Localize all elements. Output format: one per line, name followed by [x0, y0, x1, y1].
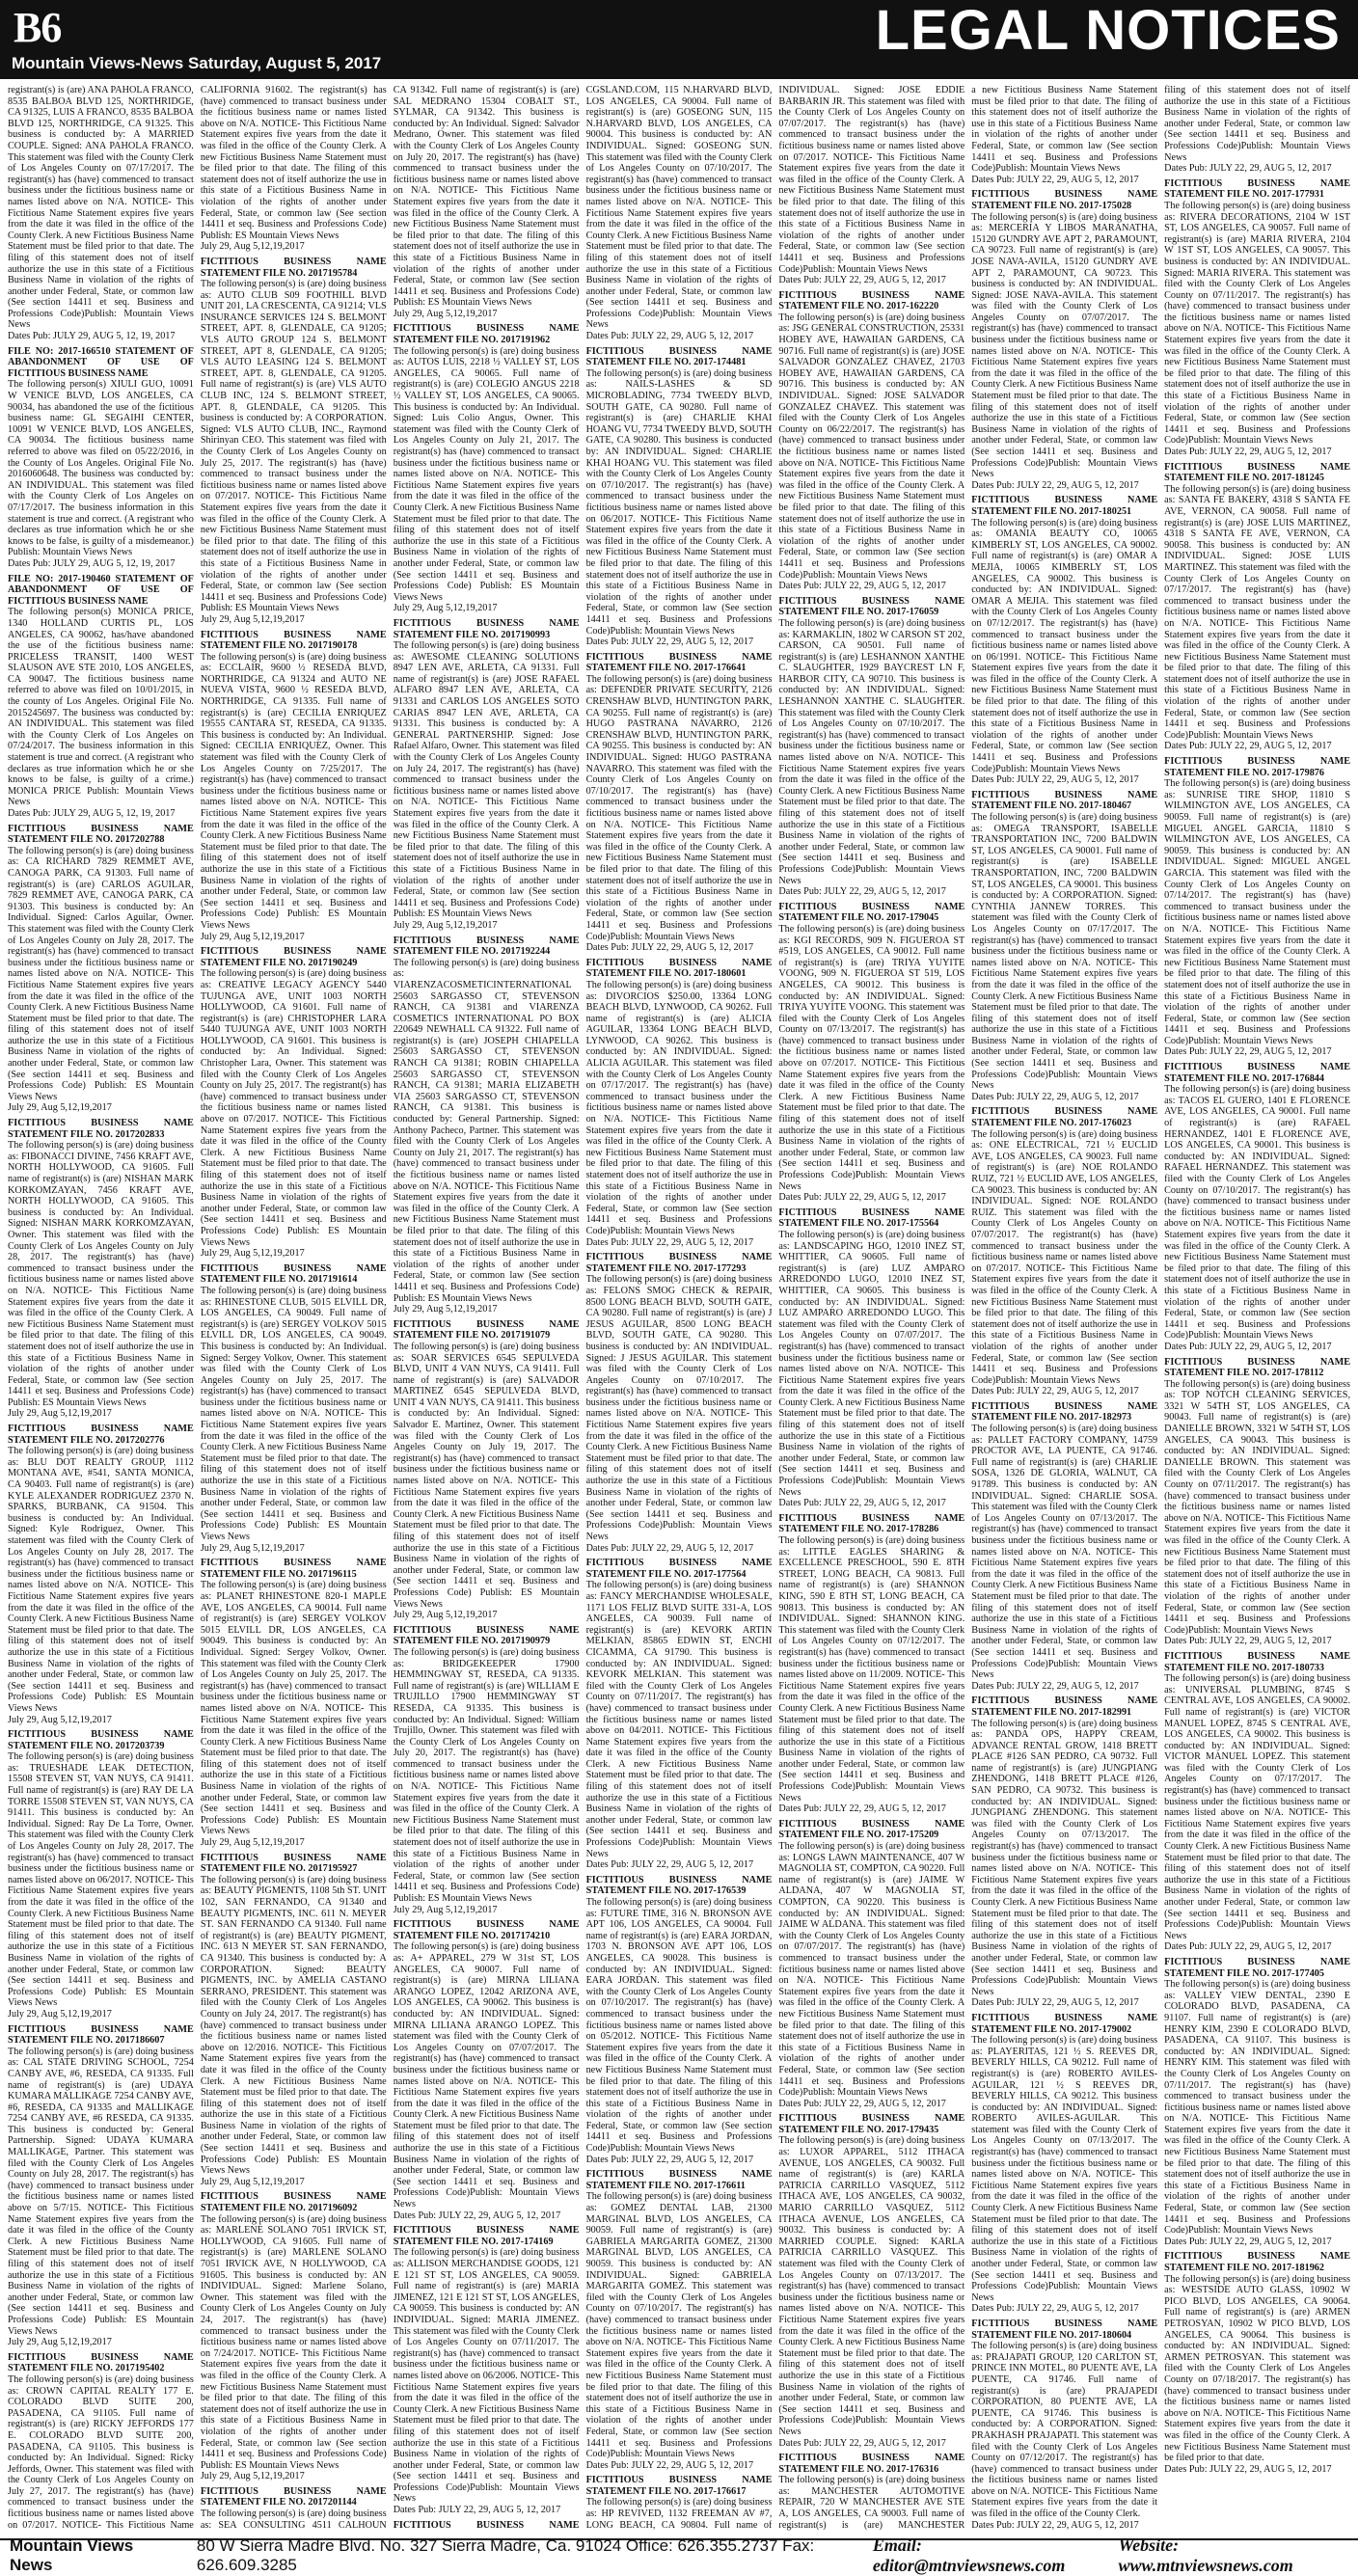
notice-publish-dates: July 29, Aug 5,12,19,2017	[8, 1408, 112, 1420]
notice-body: The following person(s) is (are) doing business as: OMANIA BEAUTY CO, 10065 KIMBERLY ST, LOS ANGELES, CA 90002. Full name of registrant(s) is (are) OMAR A MEJIA, 10065 KIMBERLY ST, LOS ANGELES, CA 90002. This business is conducted by: AN INDIVIDUAL. Signed: OMAR A MEJIA. This statement was filed with the County Clerk of Los Angeles County on 07/12/2017. The registrant(s) has (have) commenced to transact business under the fictitious business name or names listed above on 06/1991. NOTICE- This Fictitious Name Statement expires five years from the date it was filed in the office of the County Clerk. A new Fictitious Business Name Statement must be filed prior to that date. The filing of this statement does not of itself authorize the use in this state of a Fictitious Business Name in violation of the rights of another under Federal, State, or common law (See section 14411 et seq. Business and Professions Code)Publish: Mountain Views News	[971, 517, 1158, 774]
notice-body: The following person(s) is (are) doing business as: LANDSCAPING HGO, 12010 INEZ ST, WHITTIER, CA 90605. Full name of registrant(s) is (are) LUZ AMPARO ARREDONDO LUGO, 12010 INEZ ST, WHITTIER, CA 90605. This business is conducted by: AN INDIVIDUAL. Signed: LUZ AMPARO ARREDONDO LUGO. This statement was filed with the County Clerk of Los Angeles County on 07/07/2017. The registrant(s) has (have) commenced to transact business under the fictitious business name or names listed above on N/A. NOTICE- This Fictitious Name Statement expires five years from the date it was filed in the office of the County Clerk. A new Fictitious Business Name Statement must be filed prior to that date. The filing of this statement does not of itself authorize the use in this state of a Fictitious Business Name in violation of the rights of another under Federal, State, or common law (See section 14411 et seq. Business and Professions Code)Publish: Mountain Views News	[778, 1229, 965, 1498]
notice-body: The following person(s) is (are) doing business as: WESTSIDE AUTO GLASS, 10902 W PICO BLVD, LOS ANGELES, CA 90064. Full name of registrant(s) is (are) ARMEN PETROSYAN, 10902 W PICO BLVD, LOS ANGELES, CA 90064. This business is conducted by: AN INDIVIDUAL. Signed: ARMEN PETROSYAN. This statement was filed with the County Clerk of Los Angeles County on 07/18/2017. The registrant(s) has (have) commenced to transact business under the fictitious business name or names listed above on N/A. NOTICE- This Fictitious Name Statement expires five years from the date it was filed in the office of the County Clerk. A new Fictitious Business Name Statement must be filed prior to that date.	[1164, 2273, 1350, 2464]
legal-notice	[394, 2520, 580, 2531]
notice-body: The following person(s) is (are) doing business as: PRAJAPATI GROUP, 120 CARLTON ST, PRINCE INN MOTEL, 80 PUENTE AVE, LA PUENTE, CA 91746. Full name of registrant(s) is (are) PRAJAPEDI CORPORATION, 80 PUENTE AVE, LA PUENTE, CA 91746. This business is conducted by: A CORPORATION. Signed: PRAKHASH PRAJAPATI. This statement was filed with the County Clerk of Los Angeles County on 07/12/2017. The registrant(s) has (have) commenced to transact business under the fictitious business name or names listed above on N/A. NOTICE- This Fictitious Name Statement expires five years from the date it was filed in the office of the County Clerk.	[971, 2341, 1158, 2520]
legal-notice	[971, 2013, 1157, 2315]
legal-notice	[8, 1729, 194, 2020]
notice-body: The following person(s) is (are) doing business as: PLAYERITAS, 121 ½ S. REEVES DR, BEVERLY HILLS, CA 90212. Full name of registrant(s) is (are) ROBERTO AVILES-AGUILAR, 121 ½ S REEVES DR, BEVERLY HILLS, CA 90212. This business is conducted by: AN INDIVIDUAL. Signed: ROBERTO AVILES-AGUILAR. This statement was filed with the County Clerk of Los Angeles County on 07/13/2017. The registrant(s) has (have) commenced to transact business under the fictitious business name or names listed above on N/A. NOTICE- This Fictitious Name Statement expires five years from the date it was filed in the office of the County Clerk. A new Fictitious Business Name Statement must be filed prior to that date. The filing of this statement does not of itself authorize the use in this state of a Fictitious Business Name in violation of the rights of another under Federal, State, or common law (See section 14411 et seq. Business and Professions Code)Publish: Mountain Views News	[971, 2035, 1158, 2303]
legal-notice	[1164, 1062, 1350, 1352]
legal-notice	[1164, 85, 1350, 175]
notice-column	[1164, 85, 1350, 2531]
notice-body: The following person(s) MONICA PRICE, 1340 HOLLAND CURTIS PL, LOS ANGELES, CA 90062, has/have abandoned the use of the fictitious business name: PRICELESS TRANSIT, 1400 WEST SLAUSON AVE STE 2010, LOS ANGELES, CA 90047. The fictitious business name referred to above was filed on 10/01/2015, in the county of Los Angeles. Original File No. 2015245697. The business was conducted by: AN INDIVIDUAL. This statement was filed with the County Clerk of Los Angeles on 07/24/2017. The business information in this statement is true and correct. (A registrant who declares as true information which he or she knows to be false, is guilty of a crime.) MONICA PRICE Publish: Mountain Views News	[8, 607, 194, 808]
legal-notice	[394, 618, 580, 932]
notice-body: The following person(s) is (are) doing business as: MERCERIA Y LIBOS MARANATHA, 15120 GUNDRY AVE APT 2, PARAMOUNT, CA 90723. Full name of registrant(s) is (are) JOSE NAVA-AVILA, 15120 GUNDRY AVE APT 2, PARAMOUNT, CA 90723. This business is conducted by: AN INDIVIDUAL. Signed: JOSE NAVA-AVILA. This statement was filed with the County Clerk of Los Angeles County on 07/07/2017. The registrant(s) has (have) commenced to transact business under the fictitious business name or names listed above on N/A. NOTICE- This Fictitious Name Statement expires five years from the date it was filed in the office of the County Clerk. A new Fictitious Business Name Statement must be filed prior to that date. The filing of this statement does not of itself authorize the use in this state of a Fictitious Business Name in violation of the rights of another under Federal, State, or common law (See section 14411 et seq. Business and Professions Code)Publish: Mountain Views News	[971, 211, 1158, 480]
notice-body: The following person(s) is (are) doing business as: RIVERA DECORATIONS, 2104 W 1ST ST, LOS ANGELES, CA 90057. Full name of registrant(s) is (are) MARIA RIVERA, 2104 W 1ST ST, LOS ANGELES, CA 90057. This business is conducted by: AN INDIVIDUAL. Signed: MARIA RIVERA. This statement was filed with the County Clerk of Los Angeles County on 07/11/2017. The registrant(s) has (have) commenced to transact business under the fictitious business name or names listed above on N/A. NOTICE- This Fictitious Name Statement expires five years from the date it was filed in the office of the County Clerk. A new Fictitious Business Name Statement must be filed prior to that date. The filing of this statement does not of itself authorize the use in this state of a Fictitious Business Name in violation of the rights of another under Federal, State, or common law (See section 14411 et seq. Business and Professions Code)Publish: Mountain Views News	[1164, 200, 1350, 447]
notice-heading: FICTITIOUS BUSINESS NAME STATEMENT FILE NO. 2017-175564	[778, 1207, 965, 1230]
footer-email: Email: editor@mtnviewsnews.com	[872, 2535, 1066, 2575]
notice-publish-dates: July 29, Aug 5,12,19,2017	[393, 1610, 498, 1621]
notice-body: filing of this statement does not of itself authorize the use in this state of a Fictitious Business Name in violation of the rights of another under Federal, State, or common law (See section 14411 et seq. Business and Professions Code)Publish: Mountain Views News	[1164, 85, 1350, 163]
notice-publish-dates: Dates Pub: JULY 22, 29, AUG 5, 12, 2017	[971, 1091, 1139, 1102]
legal-notice	[586, 1558, 773, 1871]
notice-body: The following person(s) is (are) doing business as: FANCY MERCHANDISE WHOLESALE, 1171 LOS FELIZ BLVD SUITE 331-A, LOS ANGELES, CA 90039. Full name of registrant(s) is (are) KEVORK ARTIN MELKIAN, 85865 EDWIN ST, ENCHI CICAMMA, CA 91790. This business is conducted by: AN INDIVIDUAL. Signed: KEVORK MELKIAN. This statement was filed with the County Clerk of Los Angeles County on 07/11/2017. The registrant(s) has (have) commenced to transact business under the fictitious business name or names listed above on 04/2011. NOTICE- This Fictitious Name Statement expires five years from the date it was filed in the office of the County Clerk. A new Fictitious Business Name Statement must be filed prior to that date. The filing of this statement does not of itself authorize the use in this state of a Fictitious Business Name in violation of the rights of another under Federal, State, or common law (See section 14411 et seq. Business and Professions Code)Publish: Mountain Views News	[585, 1580, 773, 1859]
notice-publish-dates: July 29, Aug 5,12,19,2017	[200, 1542, 305, 1554]
notice-publish-dates: Dates Pub: JULY 22, 29, AUG 5, 12, 2017	[971, 174, 1139, 185]
notice-body: The following person(s) is (are) doing business as: LONGS LAWN MAINTENANCE, 407 W MAGNOLIA ST, COMPTON, CA 90220. Full name of registrant(s) is (are) JAIME W ALDANA, 407 W MAGNOLIA ST, COMPTON, CA 90220. This business is conducted by: AN INDIVIDUAL. Signed: JAIME W ALDANA. This statement was filed with the County Clerk of Los Angeles County on 07/07/2017. The registrant(s) has (have) commenced to transact business under the fictitious business name or names listed above on N/A. NOTICE- This Fictitious Name Statement expires five years from the date it was filed in the office of the County Clerk. A new Fictitious Business Name Statement must be filed prior to that date. The filing of this statement does not of itself authorize the use in this state of a Fictitious Business Name in violation of the rights of another under Federal, State, or common law (See section 14411 et seq. Business and Professions Code)Publish: Mountain Views News	[778, 1841, 965, 2099]
notice-publish-dates: July 29, Aug 5,12,19,2017	[8, 1714, 112, 1725]
notice-heading: FICTITIOUS BUSINESS NAME STATEMENT FILE NO. 2017-179045	[778, 901, 965, 924]
notice-body: The following person(s) is (are) doing business as: UNIVERSAL PLUMBING, 8745 S CENTRAL AVE, LOS ANGELES, CA 90002. Full name of registrant(s) is (are) VICTOR MANUEL LOPEZ, 8745 S CENTRAL AVE, LOS ANGELES, CA 90002. This business is conducted by: AN INDIVIDUAL. Signed: VICTOR MANUEL LOPEZ. This statement was filed with the County Clerk of Los Angeles County on 07/17/2017. The registrant(s) has (have) commenced to transact business under the fictitious business name or names listed above on N/A. NOTICE- This Fictitious Name Statement expires five years from the date it was filed in the office of the County Clerk. A new Fictitious Business Name Statement must be filed prior to that date. The filing of this statement does not of itself authorize the use in this state of a Fictitious Business Name in violation of the rights of another under Federal, State, or common law (See section 14411 et seq. Business and Professions Code)Publish: Mountain Views News	[1164, 1673, 1350, 1941]
notice-heading: FICTITIOUS BUSINESS NAME STATEMENT FILE NO. 2017195784	[200, 256, 387, 279]
notice-heading: FICTITIOUS BUSINESS NAME STATEMENT FILE NO. 2017-179002	[971, 2012, 1158, 2035]
legal-notice	[201, 1263, 387, 1554]
legal-notice	[394, 935, 580, 1315]
legal-notice	[1164, 1357, 1350, 1647]
notice-columns	[8, 85, 1350, 2531]
notice-publish-dates: Dates Pub: JULY 22, 29, AUG 5, 12, 2017	[778, 581, 946, 592]
notice-publish-dates: Dates Pub: JULY 29, AUG 5, 12, 19, 2017	[8, 808, 176, 819]
footer-website: Website: www.mtnviewsnews.com	[1118, 2535, 1293, 2575]
legal-notice	[1164, 178, 1350, 458]
notice-column	[201, 85, 387, 2531]
page-number: B6	[14, 4, 62, 51]
notice-publish-dates: July 29, Aug 5,12,19,2017	[393, 308, 498, 319]
notice-body: The following person(s) is (are) doing business as: AWESOME CLEANING SOLUTIONS 8947 LEN AVE, ARLETA, CA 91331. Full name of registrant(s) is (are) JOSE RAFAEL ALFARO 8947 LEN AVE, ARLETA, CA 91331 and CARLOS LOS ANGELES SOTO CARIAS 8947 LEN AVE, ARLETA, CA 91331. This business is conducted by: A GENERAL PARTNERSHIP. Signed: Jose Rafael Alfaro, Owner. This statement was filed with the County Clerk of Los Angeles County on July 24, 2017. The registrant(s) has (have) commenced to transact business under the fictitious business name or names listed above on N/A. NOTICE- This Fictitious Name Statement expires five years from the date it was filed in the office of the County Clerk. A new Fictitious Business Name Statement must be filed prior to that date. The filing of this statement does not of itself authorize the use in this state of a Fictitious Business Name in violation of the rights of another under Federal, State, or common law (See section 14411 et seq. Business and Professions Code) Publish: ES Mountain Views News	[393, 640, 580, 920]
legal-notice	[778, 1819, 964, 2109]
notice-heading: FICTITIOUS BUSINESS NAME STATEMENT FILE NO. 2017-180733	[1164, 1650, 1350, 1673]
legal-notice	[8, 346, 194, 570]
notice-publish-dates: Dates Pub: JULY 22, 29, AUG 5, 12, 2017	[778, 1498, 946, 1509]
notice-heading: FICTITIOUS BUSINESS NAME STATEMENT FILE NO. 2017-176617	[585, 2475, 773, 2497]
legal-notice	[201, 1853, 387, 2188]
notice-column	[8, 85, 194, 2531]
notice-body: The following person(s) is (are) doing business as: VALLEY VIEW DENTAL, 2390 E COLORADO BLVD, PASADENA, CA 91107. Full name of registrant(s) is (are) HENRY KIM, 2390 E COLORADO BLVD, PASADENA, CA 91107. This business is conducted by: AN INDIVIDUAL. Signed: HENRY KIM. This statement was filed with the County Clerk of Los Angeles County on 07/11/2017. The registrant(s) has (have) commenced to transact business under the fictitious business name or names listed above on N/A. NOTICE- This Fictitious Name Statement expires five years from the date it was filed in the office of the County Clerk. A new Fictitious Business Name Statement must be filed prior to that date. The filing of this statement does not of itself authorize the use in this state of a Fictitious Business Name in violation of the rights of another under Federal, State, or common law (See section 14411 et seq. Business and Professions Code)Publish: Mountain Views News	[1164, 1979, 1350, 2237]
legal-notice	[8, 2352, 194, 2531]
notice-heading: FICTITIOUS BUSINESS NAME STATEMENT FILE NO. 2017190993	[393, 617, 580, 640]
notice-body: The following person(s) is (are) doing business as: BRIDGEKEEPER 17900 HEMMINGWAY ST, RESEDA, CA 91335. Full name of registrant(s) is (are) WILLIAM E TRUJILLO 17900 HEMMINGWAY ST RESEDA, CA 91335. This business is conducted by: An Individual. Signed: William Trujillo, Owner. This statement was filed with the County Clerk of Los Angeles County on July 20, 2017. The registrant(s) has (have) commenced to transact business under the fictitious business name or names listed above on N/A. NOTICE- This Fictitious Name Statement expires five years from the date it was filed in the office of the County Clerk. A new Fictitious Business Name Statement must be filed prior to that date. The filing of this statement does not of itself authorize the use in this state of a Fictitious Business Name in violation of the rights of another under Federal, State, or common law (See section 14411 et seq. Business and Professions Code) Publish: ES Mountain Views News	[393, 1646, 580, 1904]
notice-publish-dates: Dates Pub: JULY 22, 29, AUG 5, 12, 2017	[778, 2437, 946, 2449]
notice-heading: FICTITIOUS BUSINESS NAME STATEMENT FILE NO. 2017190178	[200, 629, 387, 652]
legal-notice	[394, 1625, 580, 1915]
legal-notice	[201, 946, 387, 1260]
notice-publish-dates: July 29, Aug 5,12,19,2017	[8, 1102, 112, 1114]
legal-notice	[586, 2475, 773, 2531]
notice-publish-dates: July 29, Aug 5,12,19,2017	[200, 2471, 305, 2482]
notice-body: The following person(s) is (are) doing business as: CREATIVE LEGACY AGENCY 5440 TUJUNGA AVE, UNIT 1003 NORTH HOLLYWOOD, CA 91601. Full name of registrant(s) is (are) CHRISTOPHER LARA 5440 TUJUNGA AVE, UNIT 1003 NORTH HOLLYWOOD, CA 91601. This business is conducted by: An Individual. Signed: Christopher Lara, Owner. This statement was filed with the County Clerk of Los Angeles County on July 25, 2017. The registrant(s) has (have) commenced to transact business under the fictitious business name or names listed above on 07/2017. NOTICE- This Fictitious Name Statement expires five years from the date it was filed in the office of the County Clerk. A new Fictitious Business Name Statement must be filed prior to that date. The filing of this statement does not of itself authorize the use in this state of a Fictitious Business Name in violation of the rights of another under Federal, State, or common law (See section 14411 et seq. Business and Professions Code) Publish: ES Mountain Views News	[200, 968, 387, 1248]
notice-heading: FICTITIOUS BUSINESS NAME STATEMENT FILE NO. 2017196115	[200, 1558, 387, 1580]
legal-notice	[201, 85, 387, 253]
notice-publish-dates: Dates Pub: JULY 22, 29, AUG 5, 12, 2017	[778, 1803, 946, 1815]
legal-notice	[778, 596, 964, 898]
notice-heading: FICTITIOUS BUSINESS NAME STATEMENT FILE NO. 2017-176844	[1164, 1062, 1350, 1084]
notice-body: The following person(s) is (are) doing business as: PLANET RHINESTONE 820-1 MAPLE AVE, LOS ANGELES, CA 90014. Full name of registrant(s) is (are) SERGEY VOLKOV 5015 ELVILL DR, LOS ANGELES, CA 90049. This business is conducted by: An Individual. Signed: Sergey Volkov, Owner. This statement was filed with the County Clerk of Los Angeles County on July 25, 2017. The registrant(s) has (have) commenced to transact business under the fictitious business name or names listed above on N/A. NOTICE- This Fictitious Name Statement expires five years from the date it was filed in the office of the County Clerk. A new Fictitious Business Name Statement must be filed prior to that date. The filing of this statement does not of itself authorize the use in this state of a Fictitious Business Name in violation of the rights of another under Federal, State, or common law (See section 14411 et seq. Business and Professions Code) Publish: ES Mountain Views News	[200, 1580, 387, 1837]
notice-publish-dates: Dates Pub: JULY 22, 29, AUG 5, 12, 2017	[1164, 1941, 1332, 1953]
legal-notice	[971, 1695, 1157, 2009]
notice-heading: FICTITIOUS BUSINESS NAME STATEMENT FILE NO. 2017-179876	[1164, 756, 1350, 778]
section-title: LEGAL NOTICES	[875, 0, 1341, 62]
notice-heading: FICTITIOUS BUSINESS NAME STATEMENT FILE NO. 2017-174169	[393, 2225, 580, 2247]
notice-body: The following person(s) XIULI GUO, 10091 W VENICE BLVD, LOS ANGELES, CA 90034, has abandoned the use of the fictitious business name: GL SEGAIHI CENTER, 10091 W VENICE BLVD, LOS ANGELES, CA 90034. The fictitious business name referred to above was filed on 05/22/2016, in the County of Los Angeles. Original File No. 2016060648. The business was conducted by: AN INDIVIDUAL. This statement was filed with the County Clerk of Los Angeles on 07/17/2017. The business information in this statement is true and correct. (A registrant who declares as true information which he or she knows to be false, is guilty of a misdemeanor.) Publish: Mountain Views News	[8, 379, 194, 558]
legal-notice	[201, 2486, 387, 2531]
notice-heading: FICTITIOUS BUSINESS NAME STATEMENT FILE NO. 2017-175028	[971, 189, 1158, 211]
notice-publish-dates: Dates Pub: JULY 22, 29, AUG 5, 12, 2017	[585, 2459, 754, 2471]
notice-body: The following person(s) is (are) doing business as: SUNRISE TIRE SHOP, 11810 S WILMINGTON AVE, LOS ANGELES, CA 90059. Full name of registrant(s) is (are) MIGUEL ANGEL GARCIA, 11810 S WILMINGTON AVE, LOS ANGELES, CA 90059. This business is conducted by: AN INDIVIDUAL. Signed: MIGUEL ANGEL GARCIA. This statement was filed with the County Clerk of Los Angeles County on 07/14/2017. The registrant(s) has (have) commenced to transact business under the fictitious business name or names listed above on N/A. NOTICE- This Fictitious Name Statement expires five years from the date it was filed in the office of the County Clerk. A new Fictitious Business Name Statement must be filed prior to that date. The filing of this statement does not of itself authorize the use in this state of a Fictitious Business Name in violation of the rights of another under Federal, State, or common law (See section 14411 et seq. Business and Professions Code)Publish: Mountain Views News	[1164, 778, 1350, 1046]
notice-body: The following person(s) is (are) doing business as: ALLISON MERCHANDISE GOODS, 121 E 121 ST ST, LOS ANGELES, CA 90059. Full name of registrant(s) is (are) MARIA JIMENEZ, 121 E 121 ST ST, LOS ANGELES, CA 90059. This business is conducted by: AN INDIVIDUAL. Signed: MARIA JIMENEZ. This statement was filed with the County Clerk of Los Angeles County on 07/11/2017. The registrant(s) has (have) commenced to transact business under the fictitious business name or names listed above on 06/2006. NOTICE- This Fictitious Name Statement expires five years from the date it was filed in the office of the County Clerk. A new Fictitious Business Name Statement must be filed prior to that date. The filing of this statement does not of itself authorize the use in this state of a Fictitious Business Name in violation of the rights of another under Federal, State, or common law (See section 14411 et seq. Business and Professions Code)Publish: Mountain Views News	[393, 2247, 580, 2505]
notice-body: The following person(s) is (are) doing business as: LITTLE EAGLES SHARING & EXCELLENCE PRESCHOOL, 590 E. 8TH STREET, LONG BEACH, CA 90813. Full name of registrant(s) is (are) SHANNON KING, 590 E 8TH ST, LONG BEACH, CA 90813. This business is conducted by: AN INDIVIDUAL. Signed: SHANNON KING. This statement was filed with the County Clerk of Los Angeles County on 07/12/2017. The registrant(s) has (have) commenced to transact business under the fictitious business name or names listed above on 11/2009. NOTICE- This Fictitious Name Statement expires five years from the date it was filed in the office of the County Clerk. A new Fictitious Business Name Statement must be filed prior to that date. The filing of this statement does not of itself authorize the use in this state of a Fictitious Business Name in violation of the rights of another under Federal, State, or common law (See section 14411 et seq. Business and Professions Code)Publish: Mountain Views News	[778, 1535, 965, 1803]
notice-heading: FICTITIOUS BUSINESS NAME STATEMENT FILE NO. 2017-179435	[778, 2113, 965, 2135]
notice-body: The following person(s) is (are) doing business as: OMEGA TRANSPORT, ISABELLE TRANSPORTATION INC, 7200 BALDWIN ST, LOS ANGELES, CA 90001. Full name of registrant(s) is (are) ISABELLE TRANSPORTATION, INC, 7200 BALDWIN ST, LOS ANGELES, CA 90001. This business is conducted by: A CORPORATION. Signed: CYNTHIA JANNEW TORRES. This statement was filed with the County Clerk of Los Angeles County on 07/17/2017. The registrant(s) has (have) commenced to transact business under the fictitious business name or names listed above on N/A. NOTICE- This Fictitious Name Statement expires five years from the date it was filed in the office of the County Clerk. A new Fictitious Business Name Statement must be filed prior to that date. The filing of this statement does not of itself authorize the use in this state of a Fictitious Business Name in violation of the rights of another under Federal, State, or common law (See section 14411 et seq. Business and Professions Code)Publish: Mountain Views News	[971, 812, 1158, 1092]
legal-notice	[778, 85, 964, 286]
legal-notice	[394, 2225, 580, 2515]
notice-publish-dates: Dates Pub: JULY 22, 29, AUG 5, 12, 2017	[1164, 1636, 1332, 1647]
notice-body: The following person(s) is (are) doing business as: GOMEZ DENTAL LAB, 21300 MARGINAL BLVD, LOS ANGELES, CA 90059. Full name of registrant(s) is (are) GABRIELA MARGARITA GOMEZ, 21300 MARGINAL BLVD, LOS ANGELES, CA 90059. This business is conducted by: AN INDIVIDUAL. Signed: GABRIELA MARGARITA GOMEZ. This statement was filed with the County Clerk of Los Angeles County on 07/10/2017. The registrant(s) has (have) commenced to transact business under the fictitious business name or names listed above on N/A. NOTICE- This Fictitious Name Statement expires five years from the date it was filed in the office of the County Clerk. A new Fictitious Business Name Statement must be filed prior to that date. The filing of this statement does not of itself authorize the use in this state of a Fictitious Business Name in violation of the rights of another under Federal, State, or common law (See section 14411 et seq. Business and Professions Code)Publish: Mountain Views News	[585, 2191, 773, 2460]
legal-notice	[778, 1207, 964, 1509]
legal-notice	[201, 630, 387, 943]
notice-column	[778, 85, 964, 2531]
notice-body: CALIFORNIA 91602. The registrant(s) has (have) commenced to transact business under the fictitious business name or names listed above on N/A. NOTICE- This Fictitious Name Statement expires five years from the date it was filed in the office of the County Clerk. A new Fictitious Business Name Statement must be filed prior to that date. The filing of this statement does not of itself authorize the use in this state of a Fictitious Business Name in violation of the rights of another under Federal, State, or common law (See section 14411 et seq. Business and Professions Code) Publish: ES Mountain Views News	[200, 85, 387, 241]
notice-publish-dates: Dates Pub: JULY 22, 29, AUG 5, 12, 2017	[1164, 2236, 1332, 2247]
notice-body: The following person(s) is (are) doing business as: HP REVIVED, 1132 FREEMAN AV #7, LONG BEACH, CA 90804. Full name of	[585, 2497, 773, 2531]
notice-publish-dates: July 29, Aug 5,12,19,2017	[393, 603, 498, 614]
legal-notice	[1164, 2251, 1350, 2475]
notice-heading: FICTITIOUS BUSINESS NAME STATEMENT FILE NO. 2017-176539	[585, 1874, 773, 1897]
notice-body: The following person(s) is (are) doing business as: FIBONACCI DIVINE, 7456 KRAFT AVE, NORTH HOLLYWOOD, CA 91605. Full name of registrant(s) is (are) NISHAN MARK KORKOMZAYAN, 7456 KRAFT AVE, NORTH HOLLYWOOD, CA 91605. This business is conducted by: An Individual. Signed: NISHAN MARK KORKOMZAYAN, Owner. This statement was filed with the County Clerk of Los Angeles County on July 28, 2017. The registrant(s) has (have) commenced to transact business under the fictitious business name or names listed above on N/A. NOTICE- This Fictitious Name Statement expires five years from the date it was filed in the office of the County Clerk. A new Fictitious Business Name Statement must be filed prior to that date. The filing of this statement does not of itself authorize the use in this state of a Fictitious Business Name in violation of the rights of another under Federal, State, or common law (See section 14411 et seq. Business and Professions Code) Publish: ES Mountain Views News	[8, 1140, 194, 1408]
notice-publish-dates: July 29, Aug 5,12,19,2017	[200, 2176, 305, 2187]
notice-publish-dates: Dates Pub: JULY 22, 29, AUG 5, 12, 2017	[971, 1680, 1139, 1692]
notice-body: The following person(s) is (are) doing business as: BLU DOT REALTY GROUP, 1112 MONTANA AVE, #541, SANTA MONICA, CA 90403. Full name of registrant(s) is (are) KYLE ALEXANDER RODRIGUEZ 2370 N. SPARKS, BURBANK, CA 91504. This business is conducted by: An Individual. Signed: Kyle Rodriguez, Owner. This statement was filed with the County Clerk of Los Angeles County on July 28, 2017. The registrant(s) has (have) commenced to transact business under the fictitious business name or names listed above on N/A. NOTICE- This Fictitious Name Statement expires five years from the date it was filed in the office of the County Clerk. A new Fictitious Business Name Statement must be filed prior to that date. The filing of this statement does not of itself authorize the use in this state of a Fictitious Business Name in violation of the rights of another under Federal, State, or common law (See section 14411 et seq. Business and Professions Code) Publish: ES Mountain Views News	[8, 1446, 194, 1714]
legal-notice	[586, 85, 773, 342]
notice-heading: FICTITIOUS BUSINESS NAME STATEMENT FILE NO. 2017201144	[200, 2485, 387, 2508]
notice-publish-dates: Dates Pub: JULY 22, 29, AUG 5, 12, 2017	[971, 1386, 1139, 1397]
notice-heading: FICTITIOUS BUSINESS NAME STATEMENT FILE NO. 2017195402	[8, 2351, 194, 2374]
notice-body: The following person(s) is (are) doing business as: BEAUTY PIGMENTS, 1108 5th ST. UNIT 102, SAN FERNANDO, CA 91340 and BEAUTY PIGMENTS, INC. 611 N. MEYER ST. SAN FERNANDO CA 91340. Full name of registrant(s) is (are) BEAUTY PIGMENT, INC. 613 N MEYER ST. SAN FERNANDO, CA 91340. This business is conducted by: A CORPORATION. Signed: BEAUTY PIGMENTS, INC. by AMELIA CASTANO SERRANO, PRESIDENT. This statement was filed with the County Clerk of Los Angeles County on July 24, 2017. The registrant(s) has (have) commenced to transact business under the fictitious business name or names listed above on 12/2016. NOTICE- This Fictitious Name Statement expires five years from the date it was filed in the office of the County Clerk. A new Fictitious Business Name Statement must be filed prior to that date. The filing of this statement does not of itself authorize the use in this state of a Fictitious Business Name in violation of the rights of another under Federal, State, or common law (See section 14411 et seq. Business and Professions Code) Publish: ES Mountain Views News	[200, 1874, 387, 2177]
notice-publish-dates: Dates Pub: JULY 22, 29, AUG 5, 12, 2017	[971, 2519, 1139, 2531]
notice-heading: FICTITIOUS BUSINESS NAME STATEMENT FILE NO. 2017-176641	[585, 651, 773, 674]
footer-paper-name: Mountain Views News	[10, 2536, 134, 2574]
notice-heading: FICTITIOUS BUSINESS NAME STATEMENT FILE NO. 2017190979	[393, 1624, 580, 1647]
notice-body: The following person(s) is (are) doing business as: MANCHESTER AUTOMOTIVE REPAIR, 720 W MANCHESTER AVE STE A, LOS ANGELES, CA 90003. Full name of registrant(s) is (are) MANCHESTER	[778, 2475, 965, 2531]
notice-body: a new Fictitious Business Name Statement must be filed prior to that date. The filing of this statement does not of itself authorize the use in this state of a Fictitious Business Name in violation of the rights of another under Federal, State, or common law (See section 14411 et seq. Business and Professions Code)Publish: Mountain Views News	[971, 85, 1158, 175]
notice-body: The following person(s) is (are) doing business as: DEFENDER PRIVATE SECURITY, 2126 CRENSHAW BLVD, HUNTINGTON PARK, CA 90255. Full name of registrant(s) is (are) HUGO PASTRANA NAVARRO, 2126 CRENSHAW BLVD, HUNTINGTON PARK, CA 90255. This business is conducted by: AN INDIVIDUAL. Signed: HUGO PASTRANA NAVARRO. This statement was filed with the County Clerk of Los Angeles County on 07/10/2017. The registrant(s) has (have) commenced to transact business under the fictitious business name or names listed above on N/A. NOTICE- This Fictitious Name Statement expires five years from the date it was filed in the office of the County Clerk. A new Fictitious Business Name Statement must be filed prior to that date. The filing of this statement does not of itself authorize the use in this state of a Fictitious Business Name in violation of the rights of another under Federal, State, or common law (See section 14411 et seq. Business and Professions Code)Publish: Mountain Views News	[585, 673, 773, 942]
legal-notice	[394, 323, 580, 613]
notice-heading: FICTITIOUS BUSINESS NAME STATEMENT FILE NO. 2017195927	[200, 1852, 387, 1875]
notice-heading: FICTITIOUS BUSINESS NAME STATEMENT FILE NO. 2017-177293	[585, 1252, 773, 1274]
notice-heading: FICTITIOUS BUSINESS NAME STATEMENT FILE NO. 2017202833	[8, 1118, 194, 1140]
notice-publish-dates: Dates Pub: JULY 22, 29, AUG 5, 12, 2017	[971, 479, 1139, 491]
notice-publish-dates: Dates Pub: JULY 22, 29, AUG 5, 12, 2017	[971, 774, 1139, 786]
legal-notice	[778, 290, 964, 592]
notice-publish-dates: Dates Pub: JULY 22, 29, AUG 5, 12, 2017	[585, 942, 754, 954]
notice-body: The following person(s) is (are) doing business as: FELONS SMOG CHECK & REPAIR, 8500 LONG BEACH BLVD, SOUTH GATE, CA 90280. Full name of registrant(s) is (are) J JESUS AGUILAR, 8500 LONG BEACH BLVD, SOUTH GATE, CA 90280. This business is conducted by: AN INDIVIDUAL. Signed: J JESUS AGUILAR. This statement was filed with the County Clerk of Los Angeles County on 07/10/2017. The registrant(s) has (have) commenced to transact business under the fictitious business name or names listed above on N/A. NOTICE- This Fictitious Name Statement expires five years from the date it was filed in the office of the County Clerk. A new Fictitious Business Name Statement must be filed prior to that date. The filing of this statement does not of itself authorize the use in this state of a Fictitious Business Name in violation of the rights of another under Federal, State, or common law (See section 14411 et seq. Business and Professions Code)Publish: Mountain Views News	[585, 1274, 773, 1542]
notice-heading: FICTITIOUS BUSINESS NAME STATEMENT FILE NO. 2017-182973	[971, 1400, 1158, 1424]
notice-body: The following person(s) is (are) doing business as: RHINESTONE CLUB, 5015 ELVILL DR, LOS ANGELES, CA 90049. Full name of registrant(s) is (are) SERGEY VOLKOV 5015 ELVILL DR, LOS ANGELES, CA 90049. This business is conducted by: An Individual. Signed: Sergey Volkov, Owner. This statement was filed with the County Clerk of Los Angeles County on July 25, 2017. The registrant(s) has (have) commenced to transact business under the fictitious business name or names listed above on N/A. NOTICE- This Fictitious Name Statement expires five years from the date it was filed in the office of the County Clerk. A new Fictitious Business Name Statement must be filed prior to that date. The filing of this statement does not of itself authorize the use in this state of a Fictitious Business Name in violation of the rights of another under Federal, State, or common law (See section 14411 et seq. Business and Professions Code) Publish: ES Mountain Views News	[200, 1285, 387, 1542]
legal-notice	[971, 1106, 1157, 1396]
notice-heading: FILE NO: 2017-190460 STATEMENT OF ABANDONMENT OF USE OF FICTITIOUS BUSINESS NAME	[8, 573, 194, 607]
notice-body: The following person(s) is (are) doing business as: SOAR SERVICES 6545 SEPULVEDA BLVD, UNIT 4 VAN NUYS, CA 91411. Full name of registrant(s) is (are) SALVADOR MARTINEZ 6545 SEPULVEDA BLVD, UNIT 4 VAN NUYS, CA 91411. This business is conducted by: An Individual. Signed: Salvador E. Martinez, Owner. This statement was filed with the County Clerk of Los Angeles County on July 19, 2017. The registrant(s) has (have) commenced to transact business under the fictitious business name or names listed above on N/A. NOTICE- This Fictitious Name Statement expires five years from the date it was filed in the office of the County Clerk. A new Fictitious Business Name Statement must be filed prior to that date. The filing of this statement does not of itself authorize the use in this state of a Fictitious Business Name in violation of the rights of another under Federal, State, or common law (See section 14411 et seq. Business and Professions Code) Publish: ES Mountain Views News	[393, 1341, 580, 1610]
notice-publish-dates: Dates Pub: JULY 22, 29, AUG 5, 12, 2017	[971, 2303, 1139, 2315]
notice-publish-dates: July 29, Aug 5,12,19,2017	[8, 2337, 112, 2348]
notice-heading: FICTITIOUS BUSINESS NAME STATEMENT FILE NO. 2017202788	[8, 823, 194, 846]
notice-body: The following person(s) is (are) doing business as: CA RICHARD 7829 REMMET AVE, CANOGA PARK, CA 91303. Full name of registrant(s) is (are) CARLOS AGUILAR, 7829 REMMET AVE, CANOGA PARK, CA 91303. This business is conducted by: An Individual. Signed: Carlos Aguilar, Owner. This statement was filed with the County Clerk of Los Angeles County on July 28, 2017. The registrant(s) has (have) commenced to transact business under the fictitious business name or names listed above on N/A. NOTICE- This Fictitious Name Statement expires five years from the date it was filed in the office of the County Clerk. A new Fictitious Business Name Statement must be filed prior to that date. The filing of this statement does not of itself authorize the use in this state of a Fictitious Business Name in violation of the rights of another under Federal, State, or common law (See section 14411 et seq. Business and Professions Code) Publish: ES Mountain Views News	[8, 845, 194, 1102]
legal-notice	[971, 2318, 1157, 2531]
legal-notice	[1164, 462, 1350, 752]
notice-publish-dates: Dates Pub: JULY 22, 29, AUG 5, 12, 2017	[585, 1859, 754, 1871]
legal-notice	[1164, 1651, 1350, 1953]
notice-publish-dates: July 29, Aug 5,12,19,2017	[393, 919, 498, 931]
notice-body: The following person(s) is (are) doing business as: DIVORCIOS $250.00, 13364 LONG BEACH BLVD, LYNWOOD, CA 90262. Full name of registrant(s) is (are) ALICIA AGUILAR, 13364 LONG BEACH BLVD, LYNWOOD, CA 90262. This business is conducted by: AN INDIVIDUAL. Signed: ALICIA AGUILAR. This statement was filed with the County Clerk of Los Angeles County on 07/17/2017. The registrant(s) has (have) commenced to transact business under the fictitious business name or names listed above on N/A. NOTICE- This Fictitious Name Statement expires five years from the date it was filed in the office of the County Clerk. A new Fictitious Business Name Statement must be filed prior to that date. The filing of this statement does not of itself authorize the use in this state of a Fictitious Business Name in violation of the rights of another under Federal, State, or common law (See section 14411 et seq. Business and Professions Code)Publish: Mountain Views News	[585, 979, 773, 1236]
notice-body: The following person(s) is (are) doing business as: AUTOS LUIS, 2218 ½ VALLEY ST, LOS ANGELES, CA 90065. Full name of registrant(s) is (are) COLEGIO ANGUS 2218 ½ VALLEY ST, LOS ANGELES, CA 90065. This business is conducted by: An Individual. Signed: Luis Colio Angus, Owner. This statement was filed with the County Clerk of Los Angeles County on July 21, 2017. The registrant(s) has (have) commenced to transact business under the fictitious business name or names listed above on N/A. NOTICE- This Fictitious Name Statement expires five years from the date it was filed in the office of the County Clerk. A new Fictitious Business Name Statement must be filed prior to that date. The filing of this statement does not of itself authorize the use in this state of a Fictitious Business Name in violation of the rights of another under Federal, State, or common law (See section 14411 et seq. Business and Professions Code) Publish: ES Mountain Views News	[393, 345, 580, 603]
legal-notice	[201, 257, 387, 626]
notice-body: The following person(s) is (are) doing business as: PALLET FACTORY COMPANY, 14759 PROCTOR AVE, LA PUENTE, CA 91746. Full name of registrant(s) is (are) CHARLIE SOSA, 1326 DE GLORIA, WALNUT, CA 91789. This business is conducted by: AN INDIVIDUAL. Signed: CHARLIE SOSA. This statement was filed with the County Clerk of Los Angeles County on 07/13/2017. The registrant(s) has (have) commenced to transact business under the fictitious business name or names listed above on N/A. NOTICE- This Fictitious Name Statement expires five years from the date it was filed in the office of the County Clerk. A new Fictitious Business Name Statement must be filed prior to that date. The filing of this statement does not of itself authorize the use in this state of a Fictitious Business Name in violation of the rights of another under Federal, State, or common law (See section 14411 et seq. Business and Professions Code)Publish: Mountain Views News	[971, 1424, 1158, 1681]
legal-notice	[1164, 756, 1350, 1058]
notice-body: The following person(s) is (are) doing business as: JSG GENERAL CONSTRUCTION, 25331 HOBEY AVE, HAWAIIAN GARDENS, CA 90716. Full name of registrant(s) is (are) JOSE SALVADOR GONZALEZ CHAVEZ, 21703 HOBEY AVE, HAWAIIAN GARDENS, CA 90716. This business is conducted by: AN INDIVIDUAL. Signed: JOSE SALVADOR GONZALEZ CHAVEZ. This statement was filed with the County Clerk of Los Angeles County on 06/22/2017. The registrant(s) has (have) commenced to transact business under the fictitious business name or names listed above on N/A. NOTICE- This Fictitious Name Statement expires five years from the date it was filed in the office of the County Clerk. A new Fictitious Business Name Statement must be filed prior to that date. The filing of this statement does not of itself authorize the use in this state of a Fictitious Business Name in violation of the rights of another under Federal, State, or common law (See section 14411 et seq. Business and Professions Code)Publish: Mountain Views News	[778, 312, 965, 581]
notice-body: CA 91342. Full name of registrant(s) is (are) SAL MEDRANO 15304 COBALT ST., SYLMAR, CA 91342. This business is conducted by: An Individual. Signed: Salvador Medrano, Owner. This statement was filed with the County Clerk of Los Angeles County on July 20, 2017. The registrant(s) has (have) commenced to transact business under the fictitious business name or names listed above on N/A. NOTICE- This Fictitious Name Statement expires five years from the date it was filed in the office of the County Clerk. A new Fictitious Business Name Statement must be filed prior to that date. The filing of this statement does not of itself authorize the use in this state of a Fictitious Business Name in violation of the rights of another under Federal, State, or common law (See section 14411 et seq. Business and Professions Code) Publish: ES Mountain Views News	[393, 85, 580, 309]
notice-body: INDIVIDUAL. Signed: JOSE EDDIE BARBARIN JR. This statement was filed with the County Clerk of Los Angeles County on 07/07/2017. The registrant(s) has (have) commenced to transact business under the fictitious business name or names listed above on 07/2017. NOTICE- This Fictitious Name Statement expires five years from the date it was filed in the office of the County Clerk. A new Fictitious Business Name Statement must be filed prior to that date. The filing of this statement does not of itself authorize the use in this state of a Fictitious Business Name in violation of the rights of another under Federal, State, or common law (See section 14411 et seq. Business and Professions Code)Publish: Mountain Views News	[778, 85, 965, 275]
notice-publish-dates: Dates Pub: JULY 22, 29, AUG 5, 12, 2017	[585, 637, 754, 648]
notice-publish-dates: Dates Pub: JULY 22, 29, AUG 5, 12, 2017	[1164, 1046, 1332, 1058]
legal-notice	[8, 574, 194, 820]
notice-body: The following person(s) is (are) doing business as: AUTO CLUB S09 FOOTHILL BLVD UNIT 201, LA CRESCENTA, CA 91214; VLS INSURANCE SERVICES 124 S. BELMONT STREET, APT. 8, GLENDALE, CA 91205; VLS AUTO GROUP 124 S. BELMONT STREET, APT 8, GLENDALE, CA 91205; VLS AUTO LEASING 124 S. BELMONT STREET, APT. 8, GLENDALE, CA 91205. Full name of registrant(s) is (are) VLS AUTO CLUB INC, 124 S. BELMONT STREET, APT. 8, GLENDALE, CA 91205. This business is conducted by: A CORPORATION. Signed: VLS AUTO CLUB, INC., Raymond Shirinyan CEO. This statement was filed with the County Clerk of Los Angeles County on July 25, 2017. The registrant(s) has (have) commenced to transact business under the fictitious business name or names listed above on 07/2017. NOTICE- This Fictitious Name Statement expires five years from the date it was filed in the office of the County Clerk. A new Fictitious Business Name Statement must be filed prior to that date. The filing of this statement does not of itself authorize the use in this state of a Fictitious Business Name in violation of the rights of another under Federal, State, or common law (See section 14411 et seq. Business and Professions Code) Publish: ES Mountain Views News	[200, 279, 387, 614]
legal-notice	[586, 652, 773, 954]
notice-heading: FICTITIOUS BUSINESS NAME STATEMENT FILE NO. 2017-180467	[971, 789, 1158, 812]
notice-body: The following person(s) is (are) doing business as: ONE ELECTRICAL, 721 ½ EUCLID AVE, LOS ANGELES, CA 90023. Full name of registrant(s) is (are) NOE ROLANDO RUIZ, 721 ½ EUCLID AVE, LOS ANGELES, CA 90023. This business is conducted by: AN INDIVIDUAL. Signed: NOE ROLANDO RUIZ. This statement was filed with the County Clerk of Los Angeles County on 07/07/2017. The registrant(s) has (have) commenced to transact business under the fictitious business name or names listed above on 07/2017. NOTICE- This Fictitious Name Statement expires five years from the date it was filed in the office of the County Clerk. A new Fictitious Business Name Statement must be filed prior to that date. The filing of this statement does not of itself authorize the use in this state of a Fictitious Business Name in violation of the rights of another under Federal, State, or common law (See section 14411 et seq. Business and Professions Code)Publish: Mountain Views News	[971, 1128, 1158, 1386]
notice-heading: FICTITIOUS BUSINESS NAME STATEMENT FILE NO. 2017196092	[200, 2191, 387, 2214]
legal-notice	[8, 1118, 194, 1420]
notice-publish-dates: July 29, Aug 5,12,19,2017	[393, 1904, 498, 1915]
legal-notice	[778, 902, 964, 1204]
notice-heading: FICTITIOUS BUSINESS NAME STATEMENT FILE NO. 2017-177564	[585, 1558, 773, 1580]
notice-heading: FICTITIOUS BUSINESS NAME STATEMENT FILE NO. 2017-181245	[1164, 461, 1350, 484]
notice-column	[394, 85, 580, 2531]
notice-publish-dates: Dates Pub: JULY 22, 29, AUG 5, 12, 2017	[585, 1236, 754, 1248]
legal-notice	[8, 824, 194, 1114]
legal-notice	[1164, 1957, 1350, 2247]
notice-heading: FICTITIOUS BUSINESS NAME STATEMENT FILE NO. 2017-175209	[778, 1818, 965, 1841]
notice-publish-dates: July 29, Aug 5,12,19,2017	[200, 1248, 305, 1260]
legal-notice	[8, 85, 194, 342]
notice-heading: FICTITIOUS BUSINESS NAME STATEMENT FILE NO. 2017-177931	[1164, 177, 1350, 201]
notice-publish-dates: Dates Pub: JULY 22, 29, AUG 5, 12, 2017	[778, 275, 946, 286]
notice-publish-dates: Dates Pub: JULY 29, AUG 5, 12, 19, 2017	[8, 557, 176, 569]
notice-publish-dates: Dates Pub: JULY 22, 29, AUG 5, 12, 2017	[1164, 741, 1332, 752]
notice-body: The following person(s) is (are) doing business as: LUXOR APPAREL, 5112 ITHACA AVENUE, LOS ANGELES, CA 90032. Full name of registrant(s) is (are) KARLA PATRICIA CARRILLO VASQUEZ, 5112 ITHACA AVE, LOS ANGELES, CA 90032, MARIO CARRILLO VASQUEZ, 5112 ITHACA AVENUE, LOS ANGELES, CA 90032. This business is conducted by: A MARRIED COUPLE. Signed: KARLA PATRICIA CARRILLO VASQUEZ. This statement was filed with the County Clerk of Los Angeles County on 07/13/2017. The registrant(s) has (have) commenced to transact business under the fictitious business name or names listed above on N/A. NOTICE- This Fictitious Name Statement expires five years from the date it was filed in the office of the County Clerk. A new Fictitious Business Name Statement must be filed prior to that date. The filing of this statement does not of itself authorize the use in this state of a Fictitious Business Name in violation of the rights of another under Federal, State, or common law (See section 14411 et seq. Business and Professions Code)Publish: Mountain Views News	[778, 2135, 965, 2437]
notice-heading: FICTITIOUS BUSINESS NAME STATEMENT FILE NO. 2017-176316	[778, 2453, 965, 2475]
legal-notice	[586, 958, 773, 1248]
notice-heading: FICTITIOUS BUSINESS NAME STATEMENT FILE NO. 2017191962	[393, 323, 580, 346]
legal-notice	[8, 2024, 194, 2348]
notice-publish-dates: July 29, Aug 5,12,19,2017	[8, 2008, 112, 2020]
legal-notice	[201, 1558, 387, 1848]
legal-notice	[778, 2113, 964, 2449]
notice-heading: FICTITIOUS BUSINESS NAME STATEMENT FILE NO. 2017-176059	[778, 595, 965, 618]
legal-notice	[586, 1875, 773, 2165]
notice-publish-dates: Dates Pub: JULY 22, 29, AUG 5, 12, 2017	[778, 2098, 946, 2109]
notice-body: The following person(s) is (are) doing business as: TOP NOTCH CLEANING SERVICES, 3321 W 54TH ST, LOS ANGELES, CA 90043. Full name of registrant(s) is (are) DANIELLE BROWN, 3321 W 54TH ST, LOS ANGELES, CA 90043. This business is conducted by: AN INDIVIDUAL. Signed: DANIELLE BROWN. This statement was filed with the County Clerk of Los Angeles County on 07/11/2017. The registrant(s) has (have) commenced to transact business under the fictitious business name or names listed above on N/A. NOTICE- This Fictitious Name Statement expires five years from the date it was filed in the office of the County Clerk. A new Fictitious Business Name Statement must be filed prior to that date. The filing of this statement does not of itself authorize the use in this state of a Fictitious Business Name in violation of the rights of another under Federal, State, or common law (See section 14411 et seq. Business and Professions Code)Publish: Mountain Views News	[1164, 1378, 1350, 1636]
legal-notice	[394, 1319, 580, 1621]
footer-address: 80 W Sierra Madre Blvd. No. 327 Sierra Madre, Ca. 91024 Office: 626.355.2737 Fax: 626.609.3285	[196, 2536, 815, 2574]
notice-heading: FICTITIOUS BUSINESS NAME STATEMENT FILE NO. 2017-162220	[778, 289, 965, 312]
notice-publish-dates: July 29, Aug 5,12,19,2017	[393, 1304, 498, 1315]
notice-body: The following person(s) is (are) doing business as: MARLENE SOLANO 7051 IRVICK ST, HOLLYWOOD, CA 91605. Full name of registrant(s) is (are) MARLENE SOLANO 7051 IRVICK AVE, N HOLLYWOOD, CA 91605. This business is conducted by: AN INDIVIDUAL. Signed: Marlene Solano, Owner. This statement was filed with the County Clerk of Los Angeles County on July 24, 2017. The registrant(s) has (have) commenced to transact business under the fictitious business name or names listed above on 7/24/2017. NOTICE- This Fictitious Name Statement expires five years from the date it was filed in the office of the County Clerk. A new Fictitious Business Name Statement must be filed prior to that date. The filing of this statement does not of itself authorize the use in this state of a Fictitious Business Name in violation of the rights of another under Federal, State, or common law (See section 14411 et seq. Business and Professions Code) Publish: ES Mountain Views News	[200, 2213, 387, 2471]
notice-heading: FICTITIOUS BUSINESS NAME STATEMENT FILE NO. 2017191079	[393, 1318, 580, 1342]
legal-notice	[971, 1401, 1157, 1692]
dateline: Mountain Views-News Saturday, August 5, 2017	[12, 54, 382, 72]
notice-heading: FICTITIOUS BUSINESS NAME STATEMENT FILE NO. 2017190249	[200, 946, 387, 968]
notice-publish-dates: Dates Pub: JULY 22, 29, AUG 5, 12, 2017	[393, 2210, 561, 2221]
footer	[0, 2535, 1358, 2575]
notice-body: The following person(s) is (are) doing business as: KGI RECORDS, 909 N. FIGUEROA ST #519, LOS ANGELES, CA 90012. Full name of registrant(s) is (are) TRIYA YUYITE VOONG, 909 N. FIGUEROA ST 519, LOS ANGELES, CA 90012. This business is conducted by: AN INDIVIDUAL. Signed: TRIYA YUYITE VOONG. This statement was filed with the County Clerk of Los Angeles County on 07/13/2017. The registrant(s) has (have) commenced to transact business under the fictitious business name or names listed above on 07/2017. NOTICE- This Fictitious Name Statement expires five years from the date it was filed in the office of the County Clerk. A new Fictitious Business Name Statement must be filed prior to that date. The filing of this statement does not of itself authorize the use in this state of a Fictitious Business Name in violation of the rights of another under Federal, State, or common law (See section 14411 et seq. Business and Professions Code)Publish: Mountain Views News	[778, 923, 965, 1192]
notice-heading: FICTITIOUS BUSINESS NAME STATEMENT FILE NO. 2017-177405	[1164, 1956, 1350, 1979]
notice-publish-dates: July 29, Aug 5,12,19,2017	[200, 1837, 305, 1849]
notice-body: The following person(s) is (are) doing business as: NAILS-LASHES & SD MICROBLADING, 7734 TWEEDY BLVD, SOUTH GATE, CA 90280. Full name of registrant(s) is (are) CHARLIE KHAI HOANG VU, 7734 TWEEDY BLVD, SOUTH GATE, CA 90280. This business is conducted by: AN INDIVIDUAL. Signed: CHARLIE KHAI HOANG VU. This statement was filed with the County Clerk of Los Angeles County on 07/10/2017. The registrant(s) has (have) commenced to transact business under the fictitious business name or names listed above on 06/2017. NOTICE- This Fictitious Name Statement expires five years from the date it was filed in the office of the County Clerk. A new Fictitious Business Name Statement must be filed prior to that date. The filing of this statement does not of itself authorize the use in this state of a Fictitious Business Name in violation of the rights of another under Federal, State, or common law (See section 14411 et seq. Business and Professions Code)Publish: Mountain Views News	[585, 367, 773, 637]
notice-body: The following person(s) is (are) doing business as: CROWN CAPITAL REALTY 177 E. COLORADO BLVD SUITE 200, PASADENA, CA 91105. Full name of registrant(s) is (are) RICKY JEFFORDS 177 E. COLORADO BLVD SUITE 200, PASADENA, CA 91105. This business is conducted by: An Individual. Signed: Ricky Jeffords, Owner. This statement was filed with the County Clerk of Los Angeles County on July 27, 2017. The registrant(s) has (have) commenced to transact business under the fictitious business name or names listed above on 07/2017. NOTICE- This Fictitious Name	[8, 2373, 194, 2531]
notice-column	[586, 85, 773, 2531]
legal-notice	[394, 85, 580, 319]
legal-notice	[971, 189, 1157, 491]
notice-body: The following person(s) is (are) doing business as: KARMAKLIN, 1802 W CARSON ST 202, CARSON, CA 90501. Full name of registrant(s) is (are) LESHANNON XANTHE C. SLAUGHTER, 1929 BAYCREST LN F, HARBOR CITY, CA 90710. This business is conducted by: AN INDIVIDUAL. Signed: LESHANNON XANTHE C. SLAUGHTER. This statement was filed with the County Clerk of Los Angeles County on 07/10/2017. The registrant(s) has (have) commenced to transact business under the fictitious business name or names listed above on N/A. NOTICE- This Fictitious Name Statement expires five years from the date it was filed in the office of the County Clerk. A new Fictitious Business Name Statement must be filed prior to that date. The filing of this statement does not of itself authorize the use in this state of a Fictitious Business Name in violation of the rights of another under Federal, State, or common law (See section 14411 et seq. Business and Professions Code)Publish: Mountain Views News	[778, 617, 965, 886]
notice-publish-dates: Dates Pub: JULY 22, 29, AUG 5, 12, 2017	[585, 331, 754, 342]
notice-column	[971, 85, 1157, 2531]
notice-body: The following person(s) is (are) doing business as: SEA CONSULTING 4511 CALHOUN	[200, 2508, 387, 2531]
notice-heading: FICTITIOUS BUSINESS NAME STATEMENT FILE NO. 2017-176023	[971, 1106, 1158, 1129]
legal-notice	[778, 2453, 964, 2531]
notice-publish-dates: Dates Pub: JULY 22, 29, AUG 5, 12, 2017	[585, 1542, 754, 1554]
legal-notice	[778, 1513, 964, 1815]
legal-notice	[971, 495, 1157, 785]
notice-heading: FICTITIOUS BUSINESS NAME STATEMENT FILE NO. 2017-174481	[585, 345, 773, 368]
legal-notice	[586, 2169, 773, 2471]
notice-publish-dates: Dates Pub: JULY 22, 29, AUG 5, 12, 2017	[393, 2505, 561, 2516]
notice-heading: FICTITIOUS BUSINESS NAME STATEMENT FILE NO. 2017174210	[393, 1919, 580, 1941]
notice-body: The following person(s) is (are) doing business as: VIARENZACOSMETICINTERNATIONAL 25603 SARGASSO CT, STEVENSON RANCH, CA 91381 and VIARENZA COSMETICS INTERNATIONAL PO BOX 220649 NEWHALL CA 91322. Full name of registrant(s) is (are) JOSEPH CHIAPELLA 25603 SARGASSO CT, STEVENSON RANCH CA 91381; ROBIN CHIAPELLA 25603 SARGASSO CT, STEVENSON RANCH, CA 91381; MARIA ELIZABETH VIA 25603 SARGASSO CT, STEVENSON RANCH, CA 91381. This business is conducted by: General Partnership. Signed: Anthony Pacheco, Partner. This statement was filed with the County Clerk of Los Angeles County on July 21, 2017. The registrant(s) has (have) commenced to transact business under the fictitious business name or names listed above on N/A. NOTICE- This Fictitious Name Statement expires five years from the date it was filed in the office of the County Clerk. A new Fictitious Business Name Statement must be filed prior to that date. The filing of this statement does not of itself authorize the use in this state of a Fictitious Business Name in violation of the rights of another under Federal, State, or common law (See section 14411 et seq. Business and Professions Code) Publish: ES Mountain Views News	[393, 957, 580, 1304]
notice-heading: FICTITIOUS BUSINESS NAME STATEMENT FILE NO. 2017-176611	[585, 2169, 773, 2191]
notice-body: The following person(s) is (are) doing business as: ECCLAIR, 9600 ½ RESEDA BLVD, NORTHRIDGE, CA 91324 and AUTO NE NUEVA VISTA, 9600 ½ RESEDA BLVD, NORTHRIDGE, CA 91335. Full name of registrant(s) is (are) CECILIA ENRIQUEZ 19555 CANTARA ST, RESEDA, CA 91335. This business is conducted by: An Individual. Signed: CECILIA ENRIQUEZ, Owner. This statement was filed with the County Clerk of Los Angeles County on 7/25/2017. The registrant(s) has (have) commenced to transact business under the fictitious business name or names listed above on N/A. NOTICE- This Fictitious Name Statement expires five years from the date it was filed in the office of the County Clerk. A new Fictitious Business Name Statement must be filed prior to that date. The filing of this statement does not of itself authorize the use in this state of a Fictitious Business Name in violation of the rights of another under Federal, State, or common law (See section 14411 et seq. Business and Professions Code) Publish: ES Mountain Views News	[200, 651, 387, 931]
notice-body: registrant(s) is (are) ANA PAHOLA FRANCO, 8535 BALBOA BLVD 125, NORTHRIDGE, CA 91325, LUIS A FRANCO, 8535 BALBOA BLVD 125, NORTHRIDGE, CA 91325. This business is conducted by: A MARRIED COUPLE. Signed: ANA PAHOLA FRANCO. This statement was filed with the County Clerk of Los Angeles County on 07/17/2017. The registrant(s) has (have) commenced to transact business under the fictitious business name or names listed above on N/A. NOTICE- This Fictitious Name Statement expires five years from the date it was filed in the office of the County Clerk. A new Fictitious Business Name Statement must be filed prior to that date. The filing of this statement does not of itself authorize the use in this state of a Fictitious Business Name in violation of the rights of another under Federal, State, or common law (See section 14411 et seq. Business and Professions Code)Publish: Mountain Views News	[8, 85, 194, 331]
notice-heading: FICTITIOUS BUSINESS NAME STATEMENT FILE NO. 2017-178112	[1164, 1356, 1350, 1379]
notice-publish-dates: July 29, Aug 5,12,19,2017	[200, 931, 305, 942]
notice-publish-dates: Dates Pub: JULY 22, 29, AUG 5, 12, 2017	[971, 1997, 1139, 2009]
notice-heading: FICTITIOUS BUSINESS NAME STATEMENT FILE NO. 2017203739	[8, 1729, 194, 1751]
notice-publish-dates: Dates Pub: JULY 29, AUG 5, 12, 19, 2017	[8, 331, 176, 342]
legal-notice	[201, 2191, 387, 2481]
notice-body: The following person(s) is (are) doing business as: SANTA FE BAKERY, 4318 S SANTA FE AVE, VERNON, CA 90058. Full name of registrant(s) is (are) JOSE LUIS MARTINEZ, 4318 S SANTA FE AVE, VERNON, CA 90058. This business is conducted by: AN INDIVIDUAL. Signed: JOSE LUIS MARTINEZ. This statement was filed with the County Clerk of Los Angeles County on 07/17/2017. The registrant(s) has (have) commenced to transact business under the fictitious business name or names listed above on N/A. NOTICE- This Fictitious Name Statement expires five years from the date it was filed in the office of the County Clerk. A new Fictitious Business Name Statement must be filed prior to that date. The filing of this statement does not of itself authorize the use in this state of a Fictitious Business Name in violation of the rights of another under Federal, State, or common law (See section 14411 et seq. Business and Professions Code)Publish: Mountain Views News	[1164, 483, 1350, 741]
notice-body: The following person(s) is (are) doing business as: TRUESHADE LEAK DETECTION, 15508 STEVEN ST, VAN NUYS, CA 91411. Full name of registrant(s) is (are) RAY DE LA TORRE 15508 STEVEN ST, VAN NUYS, CA 91411. This business is conducted by: An Individual. Signed: Ray De La Torre, Owner. This statement was filed with the County Clerk of Los Angeles County on July 28, 2017. The registrant(s) has (have) commenced to transact business under the fictitious business name or names listed above on 06/2017. NOTICE- This Fictitious Name Statement expires five years from the date it was filed in the office of the County Clerk. A new Fictitious Business Name Statement must be filed prior to that date. The filing of this statement does not of itself authorize the use in this state of a Fictitious Business Name in violation of the rights of another under Federal, State, or common law (See section 14411 et seq. Business and Professions Code) Publish: ES Mountain Views News	[8, 1751, 194, 2009]
notice-publish-dates: Dates Pub: JULY 22, 29, AUG 5, 12, 2017	[778, 1192, 946, 1204]
legal-notice	[8, 1424, 194, 1725]
notice-body: The following person(s) is (are) doing business as: CAL STATE DRIVING SCHOOL, 7254 CANBY AVE, #6, RESEDA, CA 91335. Full name of registrant(s) is (are) UDAYA KUMARA MALLIKAGE 7254 CANBY AVE, #6, RESEDA, CA 91335 and MALLIKAGE 7254 CANBY AVE, #6 RESEDA, CA 91335. This business is conducted by: General Partnership. Signed: UDAYA KUMARA MALLIKAGE, Partner. This statement was filed with the County Clerk of Los Angeles County on July 28, 2017. The registrant(s) has (have) commenced to transact business under the fictitious business name or names listed above on 5/7/15. NOTICE- This Fictitious Name Statement expires five years from the date it was filed in the office of the County Clerk. A new Fictitious Business Name Statement must be filed prior to that date. The filing of this statement does not of itself authorize the use in this state of a Fictitious Business Name in violation of the rights of another under Federal, State, or common law (See section 14411 et seq. Business and Professions Code) Publish: ES Mountain Views News	[8, 2046, 194, 2337]
notice-body: CGSLAND.COM, 115 N.HARVARD BLVD, LOS ANGELES, CA 90004. Full name of registrant(s) is (are) GOSEONG SUN, 115 N.HARVARD BLVD, LOS ANGELES, CA 90004. This business is conducted by: AN INDIVIDUAL. Signed: GOSEONG SUN. This statement was filed with the County Clerk of Los Angeles County on 07/10/2017. The registrant(s) has (have) commenced to transact business under the fictitious business name or names listed above on N/A. NOTICE- This Fictitious Name Statement expires five years from the date it was filed in the office of the County Clerk. A new Fictitious Business Name Statement must be filed prior to that date. The filing of this statement does not of itself authorize the use in this state of a Fictitious Business Name in violation of the rights of another under Federal, State, or common law (See section 14411 et seq. Business and Professions Code)Publish: Mountain Views News	[585, 85, 773, 331]
notice-publish-dates: Dates Pub: JULY 22, 29, AUG 5, 12, 2017	[1164, 163, 1332, 175]
notice-body: The following person(s) is (are) doing business as: A+ APPAREL, 279 W 31st ST, LOS ANGELES, CA 90007. Full name of registrant(s) is (are) MIRNA LILIANA ARANGO LOPEZ, 12042 ARIZONA AVE, LOS ANGELES, CA 90062. This business is conducted by: AN INDIVIDUAL. Signed: MIRNA LILIANA ARANGO LOPEZ. This statement was filed with the County Clerk of Los Angeles County on 07/07/2017. The registrant(s) has (have) commenced to transact business under the fictitious business name or names listed above on N/A. NOTICE- This Fictitious Name Statement expires five years from the date it was filed in the office of the County Clerk. A new Fictitious Business Name Statement must be filed prior to that date. The filing of this statement does not of itself authorize the use in this state of a Fictitious Business Name in violation of the rights of another under Federal, State, or common law (See section 14411 et seq. Business and Professions Code)Publish: Mountain Views News	[393, 1941, 580, 2210]
notice-publish-dates: Dates Pub: JULY 22, 29, AUG 5, 12, 2017	[1164, 447, 1332, 457]
notice-publish-dates: Dates Pub: JULY 22, 29, AUG 5, 12, 2017	[1164, 2463, 1332, 2475]
notice-heading: FICTITIOUS BUSINESS NAME STATEMENT FILE NO. 2017-178286	[778, 1512, 965, 1535]
notice-heading: FICTITIOUS BUSINESS NAME STATEMENT FILE NO. 2017191614	[200, 1262, 387, 1286]
legal-notice	[586, 1252, 773, 1554]
legal-notice	[394, 1919, 580, 2221]
notice-heading: FICTITIOUS BUSINESS NAME STATEMENT FILE NO. 2017-182991	[971, 1695, 1158, 1718]
notice-heading: FICTITIOUS BUSINESS NAME STATEMENT FILE NO. 2017-180251	[971, 495, 1158, 517]
notice-publish-dates: July 29, Aug 5,12,19,2017	[200, 241, 305, 253]
notice-body: The following person(s) is (are) doing business as: FUTURE TIME, 316 N. BRONSON AVE APT 106, LOS ANGELES, CA 90004. Full name of registrant(s) is (are) EARA JORDAN, 1703 N. BRONSON AVE APT 106, LOS ANGELES, CA 90028. This business is conducted by: AN INDIVIDUAL. Signed: EARA JORDAN. This statement was filed with the County Clerk of Los Angeles County on 07/10/2017. The registrant(s) has (have) commenced to transact business under the fictitious business name or names listed above on 05/2012. NOTICE- This Fictitious Name Statement expires five years from the date it was filed in the office of the County Clerk. A new Fictitious Business Name Statement must be filed prior to that date. The filing of this statement does not of itself authorize the use in this state of a Fictitious Business Name in violation of the rights of another under Federal, State, or common law (See section 14411 et seq. Business and Professions Code)Publish: Mountain Views News	[585, 1897, 773, 2155]
masthead	[0, 0, 1358, 79]
notice-heading: FICTITIOUS BUSINESS NAME	[393, 2519, 580, 2531]
notice-body: The following person(s) is (are) doing business as: TACOS EL GUERO, 1401 E FLORENCE AVE, LOS ANGELES, CA 90001. Full name of registrant(s) is (are) RAFAEL HERNANDEZ, 1401 E FLORENCE AVE, LOS ANGELES, CA 90001. This business is conducted by: AN INDIVIDUAL. Signed: RAFAEL HERNANDEZ. This statement was filed with the County Clerk of Los Angeles County on 07/10/2017. The registrant(s) has (have) commenced to transact business under the fictitious business name or names listed above on N/A. NOTICE- This Fictitious Name Statement expires five years from the date it was filed in the office of the County Clerk. A new Fictitious Business Name Statement must be filed prior to that date. The filing of this statement does not of itself authorize the use in this state of a Fictitious Business Name in violation of the rights of another under Federal, State, or common law (See section 14411 et seq. Business and Professions Code)Publish: Mountain Views News	[1164, 1084, 1350, 1342]
notice-heading: FICTITIOUS BUSINESS NAME STATEMENT FILE NO. 2017186607	[8, 2023, 194, 2047]
notice-publish-dates: July 29, Aug 5,12,19,2017	[200, 613, 305, 625]
notice-publish-dates: Dates Pub: JULY 22, 29, AUG 5, 12, 2017	[1164, 1341, 1332, 1352]
notice-heading: FICTITIOUS BUSINESS NAME STATEMENT FILE NO. 2017-180601	[585, 957, 773, 980]
notice-heading: FICTITIOUS BUSINESS NAME STATEMENT FILE NO. 2017-181962	[1164, 2251, 1350, 2273]
notice-heading: FICTITIOUS BUSINESS NAME STATEMENT FILE NO. 2017202776	[8, 1424, 194, 1446]
notice-heading: FILE NO: 2017-166510 STATEMENT OF ABANDONMENT OF USE OF FICTITIOUS BUSINESS NAME	[8, 345, 194, 379]
notice-heading: FICTITIOUS BUSINESS NAME STATEMENT FILE NO. 2017-180604	[971, 2318, 1158, 2341]
notice-publish-dates: Dates Pub: JULY 22, 29, AUG 5, 12, 2017	[778, 886, 946, 898]
legal-notice	[586, 346, 773, 648]
legal-notice	[971, 790, 1157, 1103]
legal-notice	[971, 85, 1157, 185]
notice-publish-dates: Dates Pub: JULY 22, 29, AUG 5, 12, 2017	[585, 2154, 754, 2165]
notice-heading: FICTITIOUS BUSINESS NAME STATEMENT FILE NO. 2017192244	[393, 935, 580, 958]
notice-body: The following person(s) is (are) doing business as: PANDA OPS, HAPPY CREAM, ADVANCE RENTAL GROW, 1418 BRETT PLACE #126 SAN PEDRO, CA 90732. Full name of registrant(s) is (are) JUNGPIANG ZHENDONG, 1418 BRETT PLACE #126, SAN PEDRO, CA 90732. This business is conducted by: AN INDIVIDUAL. Signed: JUNGPIANG ZHENDONG. This statement was filed with the County Clerk of Los Angeles County on 07/13/2017. The registrant(s) has (have) commenced to transact business under the fictitious business name or names listed above on N/A. NOTICE- This Fictitious Name Statement expires five years from the date it was filed in the office of the County Clerk. A new Fictitious Business Name Statement must be filed prior to that date. The filing of this statement does not of itself authorize the use in this state of a Fictitious Business Name in violation of the rights of another under Federal, State, or common law (See section 14411 et seq. Business and Professions Code)Publish: Mountain Views News	[971, 1718, 1158, 1997]
